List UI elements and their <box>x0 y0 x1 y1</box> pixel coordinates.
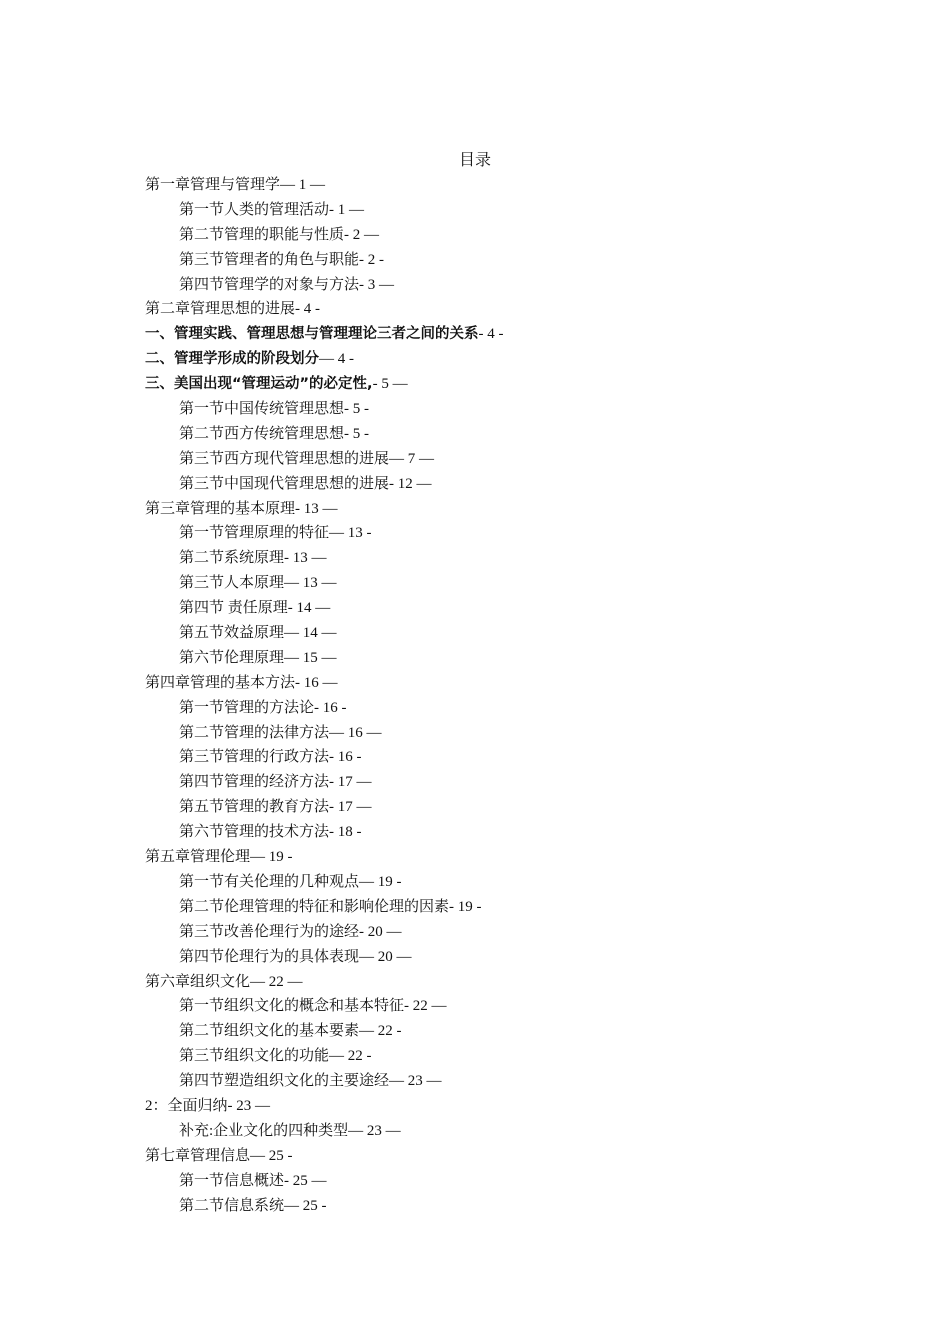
toc-entry-page: - 14 — <box>287 600 331 617</box>
toc-entry-title: 第四节 责任原理 <box>179 600 288 617</box>
toc-list <box>145 173 905 1218</box>
toc-section-entry[interactable] <box>145 1069 905 1094</box>
toc-chapter-entry[interactable] <box>145 322 905 347</box>
toc-entry-page: - 13 — <box>295 500 338 517</box>
toc-chapter-entry[interactable] <box>145 845 905 870</box>
toc-chapter-entry[interactable] <box>145 1094 905 1119</box>
toc-entry-page: — 13 — <box>284 575 337 592</box>
toc-entry-page: — 4 - <box>319 351 354 368</box>
toc-entry-page: - 17 — <box>329 799 372 816</box>
toc-section-entry[interactable] <box>145 820 905 845</box>
toc-chapter-entry[interactable] <box>145 173 905 198</box>
toc-section-entry[interactable] <box>145 870 905 895</box>
toc-entry-page: — 1 — <box>280 177 326 193</box>
toc-section-entry[interactable] <box>145 198 905 223</box>
toc-section-entry[interactable] <box>145 1194 905 1219</box>
toc-section-entry[interactable] <box>145 422 905 447</box>
toc-section-entry[interactable] <box>145 223 905 248</box>
toc-section-entry[interactable] <box>145 895 905 920</box>
toc-entry-page: - 4 - <box>295 301 321 318</box>
toc-entry-page: - 16 — <box>295 674 338 691</box>
toc-entry-title: 第四节管理学的对象与方法 <box>179 276 360 293</box>
toc-entry-title: 第四节塑造组织文化的主要途经 <box>179 1073 390 1090</box>
toc-entry-title: 第六节伦理原理 <box>179 649 285 666</box>
toc-section-entry[interactable] <box>145 1169 905 1194</box>
toc-section-entry[interactable] <box>145 696 905 721</box>
toc-entry-page: — 20 — <box>359 948 412 965</box>
toc-entry-title: 第一章管理与管理学 <box>145 177 281 193</box>
toc-entry-page: - 22 — <box>404 998 447 1015</box>
toc-entry-page: - 2 - <box>359 251 385 268</box>
toc-section-entry[interactable] <box>145 621 905 646</box>
toc-section-entry[interactable] <box>145 571 905 596</box>
toc-section-entry[interactable] <box>145 273 905 298</box>
toc-entry-title: 第三节管理的行政方法 <box>179 749 330 766</box>
toc-entry-title: 第一节管理原理的特征 <box>179 525 330 542</box>
toc-entry-page: — 23 — <box>348 1122 401 1139</box>
toc-section-entry[interactable] <box>145 521 905 546</box>
toc-section-entry[interactable] <box>145 472 905 497</box>
toc-entry-title: 第二节管理的法律方法 <box>179 724 330 741</box>
toc-entry-title: 第二节组织文化的基本要素 <box>179 1023 360 1040</box>
toc-section-entry[interactable] <box>145 646 905 671</box>
toc-entry-title: 第一节信息概述 <box>179 1172 285 1189</box>
toc-section-entry[interactable] <box>145 546 905 571</box>
toc-entry-title: 第五章管理伦理 <box>145 849 251 866</box>
toc-entry-page: - 16 - <box>314 699 347 716</box>
toc-section-entry[interactable] <box>145 248 905 273</box>
toc-entry-title: 第二章管理思想的进展 <box>145 301 296 318</box>
toc-entry-page: - 5 — <box>372 376 408 393</box>
toc-entry-title: 第一节中国传统管理思想 <box>179 401 345 418</box>
toc-section-entry[interactable] <box>145 1019 905 1044</box>
toc-title: 目录 <box>458 152 491 169</box>
toc-entry-title: 第二节伦理管理的特征和影响伦理的因素 <box>179 898 450 915</box>
toc-entry-title: 第三节人本原理 <box>179 575 285 592</box>
toc-entry-page: — 25 - <box>284 1197 327 1214</box>
toc-entry-page: - 12 — <box>389 475 432 492</box>
toc-chapter-entry[interactable] <box>145 970 905 995</box>
toc-entry-title: 二、管理学形成的阶段划分 <box>145 351 319 368</box>
toc-entry-title: 第四节伦理行为的具体表现 <box>179 948 360 965</box>
toc-entry-page: - 3 — <box>359 276 395 293</box>
toc-entry-title: 第一节人类的管理活动 <box>179 201 330 218</box>
toc-entry-page: — 14 — <box>284 625 337 642</box>
toc-entry-page: - 13 — <box>284 550 327 567</box>
toc-entry-title: 三、美国出现“管理运动”的必定性, <box>145 376 373 393</box>
toc-entry-page: — 19 - <box>359 873 402 890</box>
toc-entry-title: 第三节管理者的角色与职能 <box>179 251 360 268</box>
toc-chapter-entry[interactable] <box>145 372 905 397</box>
toc-entry-page: - 16 - <box>329 749 362 766</box>
toc-entry-title: 第四章管理的基本方法 <box>145 674 296 691</box>
toc-entry-title: 2：全面归纳 <box>145 1097 228 1114</box>
toc-section-entry[interactable] <box>145 920 905 945</box>
toc-section-entry[interactable] <box>145 795 905 820</box>
toc-section-entry[interactable] <box>145 447 905 472</box>
toc-entry-page: - 5 - <box>344 425 370 442</box>
toc-section-entry[interactable] <box>145 721 905 746</box>
toc-entry-title: 第一节管理的方法论 <box>179 699 315 716</box>
toc-entry-title: 第二节系统原理 <box>179 550 285 567</box>
toc-chapter-entry[interactable] <box>145 347 905 372</box>
toc-entry-page: — 23 — <box>389 1073 442 1090</box>
toc-entry-title: 第二节管理的职能与性质 <box>179 226 345 243</box>
toc-entry-page: — 25 - <box>250 1147 293 1164</box>
toc-entry-page: - 18 - <box>329 824 362 841</box>
toc-entry-page: - 19 - <box>449 898 482 915</box>
toc-entry-title: 第二节西方传统管理思想 <box>179 425 345 442</box>
toc-entry-title: 第三节改善伦理行为的途经 <box>179 923 360 940</box>
toc-section-entry[interactable] <box>145 1119 905 1144</box>
toc-entry-title: 第一节组织文化的概念和基本特征 <box>179 998 405 1015</box>
toc-section-entry[interactable] <box>145 397 905 422</box>
toc-chapter-entry[interactable] <box>145 1144 905 1169</box>
toc-section-entry[interactable] <box>145 745 905 770</box>
toc-entry-page: - 23 — <box>227 1097 271 1114</box>
toc-entry-page: — 22 - <box>359 1023 402 1040</box>
toc-entry-title: 第五节管理的教育方法 <box>179 799 330 816</box>
toc-entry-page: — 7 — <box>389 450 435 467</box>
toc-entry-title: 一、管理实践、管理思想与管理理论三者之间的关系 <box>145 326 479 343</box>
toc-section-entry[interactable] <box>145 1044 905 1069</box>
toc-entry-title: 第六章组织文化 <box>145 973 251 990</box>
toc-entry-page: — 16 — <box>329 724 382 741</box>
toc-entry-page: - 5 - <box>344 401 370 418</box>
toc-section-entry[interactable] <box>145 945 905 970</box>
toc-entry-title: 补充:企业文化的四种类型 <box>179 1122 349 1139</box>
toc-entry-page: — 22 — <box>250 973 303 990</box>
toc-entry-title: 第三节西方现代管理思想的进展 <box>179 450 390 467</box>
toc-chapter-entry[interactable] <box>145 497 905 522</box>
toc-entry-page: — 22 - <box>329 1048 372 1065</box>
toc-entry-page: — 19 - <box>250 849 293 866</box>
toc-section-entry[interactable] <box>145 770 905 795</box>
toc-entry-page: - 20 — <box>359 923 402 940</box>
toc-entry-title: 第七章管理信息 <box>145 1147 251 1164</box>
toc-chapter-entry[interactable] <box>145 671 905 696</box>
toc-entry-title: 第三节中国现代管理思想的进展 <box>179 475 390 492</box>
toc-section-entry[interactable] <box>145 596 905 621</box>
toc-section-entry[interactable] <box>145 994 905 1019</box>
toc-entry-title: 第三章管理的基本原理 <box>145 500 296 517</box>
toc-entry-page: — 13 - <box>329 525 372 542</box>
toc-entry-title: 第五节效益原理 <box>179 625 285 642</box>
toc-entry-page: - 17 — <box>329 774 372 791</box>
toc-entry-title: 第三节组织文化的功能 <box>179 1048 330 1065</box>
toc-entry-page: - 25 — <box>284 1172 327 1189</box>
toc-entry-title: 第二节信息系统 <box>179 1197 285 1214</box>
toc-entry-page: - 1 — <box>329 201 365 218</box>
toc-entry-title: 第四节管理的经济方法 <box>179 774 330 791</box>
toc-entry-page: — 15 — <box>284 649 337 666</box>
toc-entry-page: - 4 - <box>478 326 504 343</box>
toc-entry-title: 第一节有关伦理的几种观点 <box>179 873 360 890</box>
toc-entry-title: 第六节管理的技术方法 <box>179 824 330 841</box>
toc-chapter-entry[interactable] <box>145 297 905 322</box>
toc-entry-page: - 2 — <box>344 226 380 243</box>
